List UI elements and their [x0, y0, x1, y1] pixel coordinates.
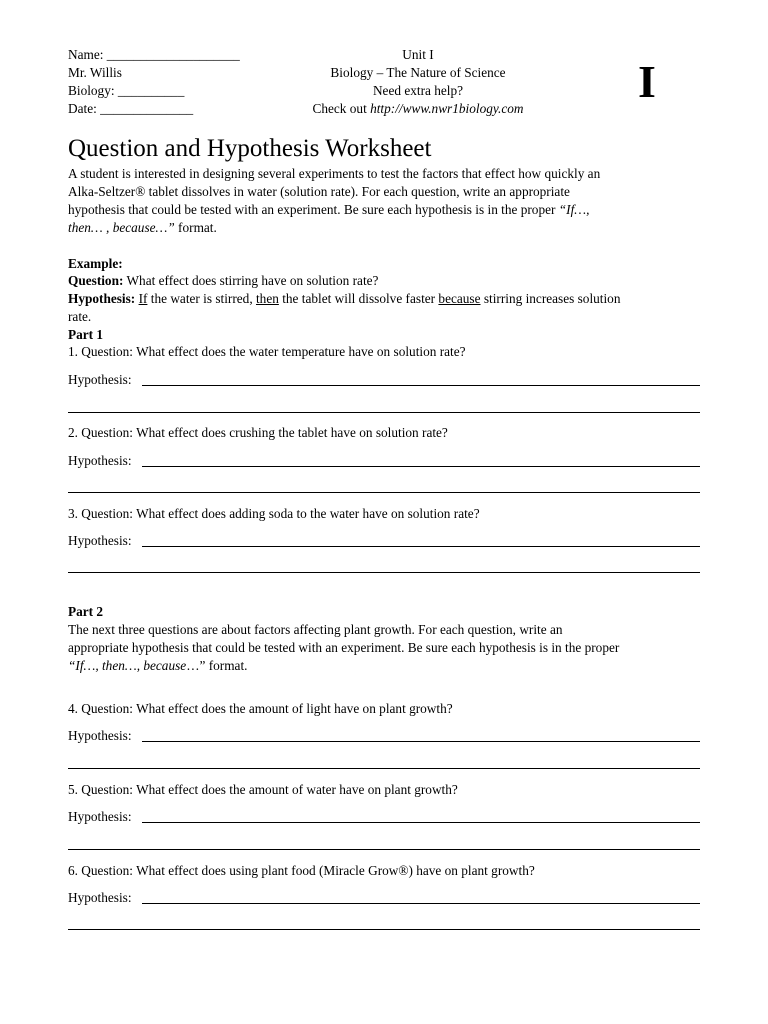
example-h-text-2: the tablet will dissolve faster	[278, 291, 439, 306]
hypothesis-3-answer-line[interactable]	[142, 546, 700, 547]
intro-line-1: A student is interested in designing several experiments to test the factors that effect how quickly an	[68, 166, 601, 181]
question-5: 5. Question: What effect does the amount of water have on plant growth?	[68, 782, 458, 797]
help-label: Need extra help?	[372, 83, 464, 98]
hypothesis-4-label: Hypothesis:	[68, 728, 132, 743]
question-4: 4. Question: What effect does the amount of light have on plant growth?	[68, 701, 453, 716]
hypothesis-6-answer-line-2[interactable]	[68, 929, 700, 930]
hypothesis-4-answer-line-2[interactable]	[68, 768, 700, 769]
intro-format-suffix: format.	[174, 220, 217, 235]
unit-letter: I	[638, 56, 656, 107]
name-field-label: Name: ____________________	[68, 47, 240, 62]
date-field-label: Date: ______________	[68, 101, 194, 116]
intro-format-if: “If…,	[558, 202, 590, 217]
hypothesis-2-answer-line[interactable]	[142, 466, 700, 467]
example-heading: Example:	[68, 256, 123, 271]
example-hypothesis	[68, 290, 620, 308]
check-out-prefix: Check out	[312, 101, 371, 116]
example-hypothesis-cont: rate.	[68, 309, 92, 324]
example-h-text-3: stirring increases solution	[480, 291, 621, 306]
intro-line-3-text: hypothesis that could be tested with an experiment. Be sure each hypothesis is in the proper	[68, 202, 559, 217]
hypothesis-1-answer-line-2[interactable]	[68, 412, 700, 413]
example-question-text: What effect does stirring have on solution rate?	[123, 273, 379, 288]
intro-line-3	[68, 201, 589, 219]
question-2: 2. Question: What effect does crushing the tablet have on solution rate?	[68, 425, 448, 440]
hypothesis-4-answer-line[interactable]	[142, 741, 700, 742]
part2-line-1: The next three questions are about factors affecting plant growth. For each question, write an	[68, 622, 563, 637]
hypothesis-1-label: Hypothesis:	[68, 372, 132, 387]
hypothesis-5-answer-line-2[interactable]	[68, 849, 700, 850]
part2-format-italic: “If…, then…, because	[68, 658, 187, 673]
question-6: 6. Question: What effect does using plant food (Miracle Grow®) have on plant growth?	[68, 863, 535, 878]
example-hypothesis-label: Hypothesis:	[68, 291, 136, 306]
hypothesis-3-label: Hypothesis:	[68, 533, 132, 548]
page-title: Question and Hypothesis Worksheet	[68, 135, 432, 162]
intro-line-2: Alka-Seltzer® tablet dissolves in water (solution rate). For each question, write an appropriate	[68, 184, 570, 199]
course-label: Biology – The Nature of Science	[330, 65, 506, 80]
hypothesis-2-answer-line-2[interactable]	[68, 492, 700, 493]
teacher-name: Mr. Willis	[68, 65, 122, 80]
part2-heading: Part 2	[68, 604, 104, 619]
part2-line-3	[68, 657, 247, 675]
hypothesis-6-label: Hypothesis:	[68, 890, 132, 905]
hypothesis-3-answer-line-2[interactable]	[68, 572, 700, 573]
question-3: 3. Question: What effect does adding soda to the water have on solution rate?	[68, 506, 480, 521]
hypothesis-5-answer-line[interactable]	[142, 822, 700, 823]
example-question-label: Question:	[68, 273, 124, 288]
part2-format-suffix: …” format.	[186, 658, 248, 673]
example-then: then	[255, 291, 279, 306]
website-link[interactable]: http://www.nwr1biology.com	[370, 101, 524, 116]
example-h-text-1: the water is stirred,	[147, 291, 256, 306]
part1-heading: Part 1	[68, 327, 104, 342]
biology-field-label: Biology: __________	[68, 83, 185, 98]
intro-format-then: then… , because…”	[68, 220, 175, 235]
question-1: 1. Question: What effect does the water temperature have on solution rate?	[68, 344, 466, 359]
example-if: If	[138, 291, 148, 306]
part2-line-2: appropriate hypothesis that could be tested with an experiment. Be sure each hypothesis is in the proper	[68, 640, 620, 655]
hypothesis-6-answer-line[interactable]	[142, 903, 700, 904]
hypothesis-1-answer-line[interactable]	[142, 385, 700, 386]
intro-line-4	[68, 219, 217, 237]
hypothesis-2-label: Hypothesis:	[68, 453, 132, 468]
hypothesis-5-label: Hypothesis:	[68, 809, 132, 824]
unit-label: Unit I	[402, 47, 434, 62]
example-because: because	[438, 291, 481, 306]
check-out-line	[268, 100, 568, 118]
example-question	[68, 272, 378, 290]
